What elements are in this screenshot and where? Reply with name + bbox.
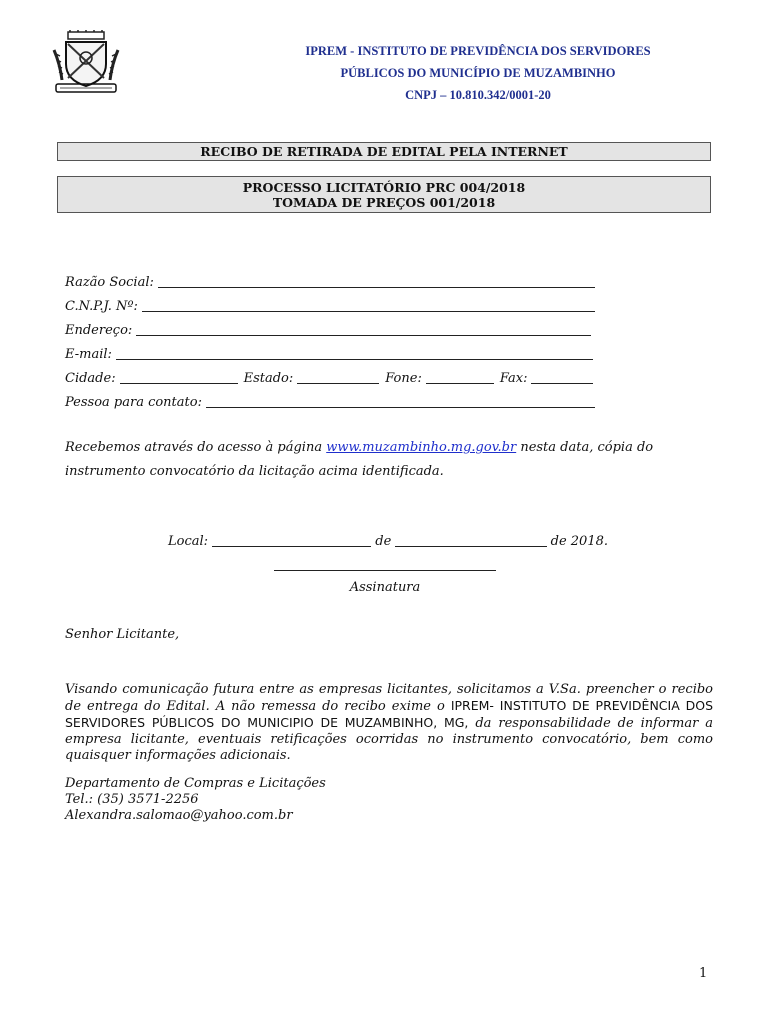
label-pessoa-contato: Pessoa para contato: <box>65 395 202 410</box>
field-cnpj[interactable] <box>65 296 595 314</box>
notice-institution-name: IPREM- INSTITUTO DE PREVIDÊNCIA DOS SERVIDORES PÚBLICOS DO MUNICIPIO DE MUZAMBINHO, MG, <box>65 698 714 730</box>
line-pessoa-contato[interactable] <box>206 393 595 408</box>
receipt-title-box <box>57 142 711 161</box>
process-number: PROCESSO LICITATÓRIO PRC 004/2018 <box>242 180 526 195</box>
contact-block <box>65 776 326 824</box>
line-month[interactable] <box>395 532 546 547</box>
label-local: Local: <box>168 534 209 549</box>
receipt-text-end: nesta data, cópia do instrumento convocatório da licitação acima identificada. <box>65 440 654 479</box>
line-endereco[interactable] <box>136 321 591 336</box>
line-estado[interactable] <box>297 369 379 384</box>
field-endereco[interactable] <box>65 320 591 338</box>
field-city-state-phone-fax <box>65 368 593 386</box>
label-de: de <box>375 534 392 549</box>
institution-cnpj: CNPJ – 10.810.342/0001-20 <box>405 88 551 102</box>
label-razao-social: Razão Social: <box>65 275 154 290</box>
line-local[interactable] <box>212 532 371 547</box>
line-cnpj[interactable] <box>142 297 595 312</box>
line-razao-social[interactable] <box>158 273 595 288</box>
notice-part1: Visando comunicação futura entre as empresas licitantes, solicitamos a V.Sa. preencher o recibo de entrega do Edital. A não remessa do recibo exime o <box>65 682 713 714</box>
signature-line[interactable] <box>274 570 496 571</box>
receipt-title: RECIBO DE RETIRADA DE EDITAL PELA INTERNET <box>200 144 568 159</box>
process-box <box>57 176 711 213</box>
line-fax[interactable] <box>531 369 593 384</box>
line-cidade[interactable] <box>120 369 238 384</box>
municipal-coat-of-arms-logo <box>52 30 120 94</box>
field-email[interactable] <box>65 344 593 362</box>
receipt-text-start: Recebemos através do acesso à página <box>65 440 327 455</box>
notice-paragraph <box>65 682 713 764</box>
receipt-statement <box>65 436 713 484</box>
label-cnpj: C.N.P.J. Nº: <box>65 299 138 314</box>
field-pessoa-contato[interactable] <box>65 392 595 410</box>
institution-name-line1: IPREM - INSTITUTO DE PREVIDÊNCIA DOS SERVIDORES <box>305 44 651 58</box>
notice-part3: da responsabilidade de informar a empresa licitante, eventuais retificações ocorridas no instrumento convocatório, bem como quaisquer informações adicionais. <box>65 716 713 763</box>
label-year: de 2018. <box>550 534 608 549</box>
institution-name-line2: PÚBLICOS DO MUNICÍPIO DE MUZAMBINHO <box>340 66 616 80</box>
label-cidade: Cidade: <box>65 371 116 386</box>
contact-phone: Tel.: (35) 3571-2256 <box>65 792 199 807</box>
label-fone: Fone: <box>385 371 422 386</box>
contact-department: Departamento de Compras e Licitações <box>65 776 326 791</box>
label-estado: Estado: <box>243 371 294 386</box>
label-fax: Fax: <box>499 371 528 386</box>
local-date-line <box>168 532 608 549</box>
label-endereco: Endereço: <box>65 323 133 338</box>
field-razao-social[interactable] <box>65 272 595 290</box>
salutation: Senhor Licitante, <box>65 627 180 642</box>
tender-number: TOMADA DE PREÇOS 001/2018 <box>272 195 496 210</box>
signature-label: Assinatura <box>349 580 421 595</box>
page-number: 1 <box>699 966 708 981</box>
line-email[interactable] <box>116 345 593 360</box>
contact-email[interactable]: Alexandra.salomao@yahoo.com.br <box>65 808 293 823</box>
line-fone[interactable] <box>426 369 494 384</box>
label-email: E-mail: <box>65 347 112 362</box>
website-link[interactable]: www.muzambinho.mg.gov.br <box>326 440 517 455</box>
